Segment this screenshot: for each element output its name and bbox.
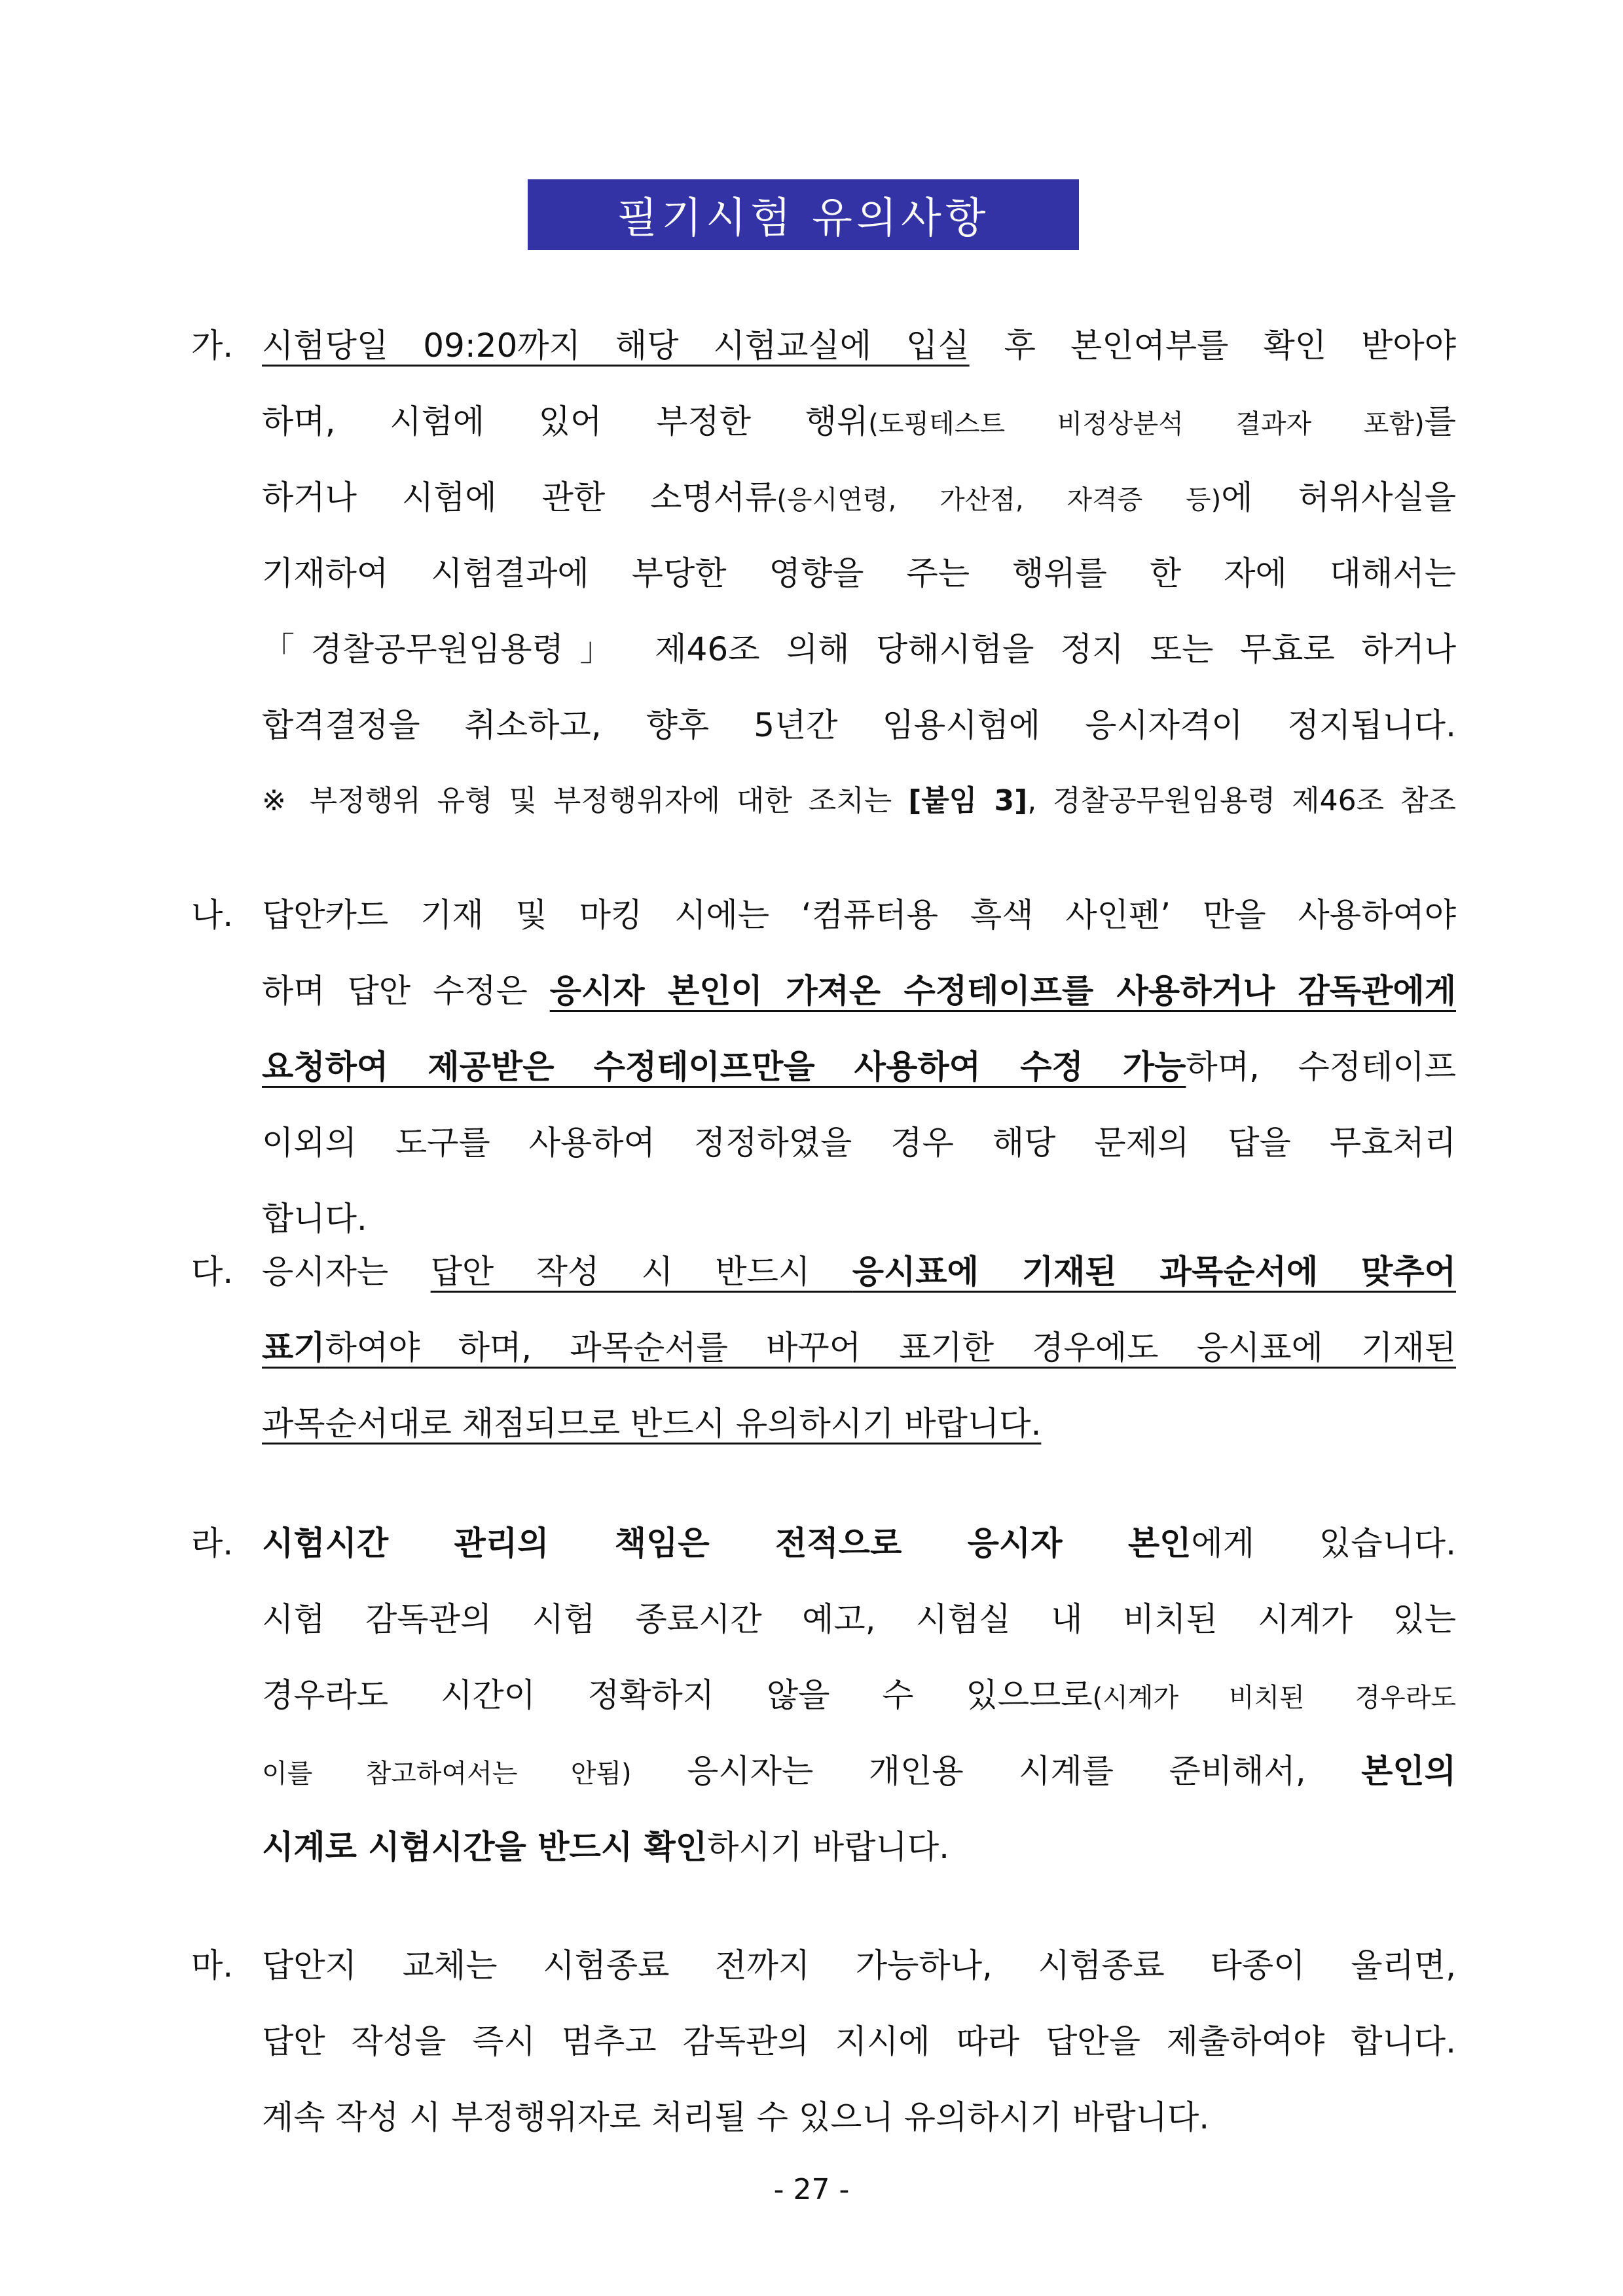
section-ra-text: 응시자는 개인용 시계를 준비해서,	[631, 1752, 1362, 1790]
subject-order-highlight: 답안 작성 시 반드시	[430, 1253, 852, 1291]
section-ga-line-5: 「경찰공무원임용령」 제46조 의해 당해시험을 정지 또는 무효로 하거나	[262, 630, 1456, 668]
section-ga	[191, 308, 1456, 839]
section-da-text: 응시자는	[262, 1253, 431, 1291]
section-ma-line-1	[191, 1928, 1456, 2003]
section-na-line-5: 합니다.	[262, 1200, 367, 1238]
section-ga-line-3	[191, 459, 1456, 535]
section-ga-text: 하며, 시험에 있어 부정한 행위	[262, 403, 869, 440]
section-da-line-1	[191, 1234, 1456, 1310]
section-na	[191, 877, 1456, 1257]
section-ga-line-1	[191, 308, 1456, 384]
section-ga-line-4: 기재하여 시험결과에 부당한 영향을 주는 행위를 한 자에 대해서는	[262, 554, 1456, 592]
section-da-line-3	[191, 1386, 1456, 1462]
subject-order-highlight-bold: 응시표에 기재된 과목순서에 맞추어	[852, 1253, 1456, 1291]
section-ra-text: 하시기 바랍니다.	[707, 1828, 950, 1866]
section-ga-text: 후 본인여부를 확인 받아야	[969, 327, 1457, 365]
subject-order-highlight: 과목순서대로 채점되므로 반드시 유의하시기 바랍니다.	[262, 1405, 1042, 1443]
section-ga-label: 가.	[191, 327, 234, 365]
section-ga-reference-note	[191, 763, 1456, 839]
own-watch-highlight: 본인의	[1361, 1752, 1457, 1790]
note-text: , 경찰공무원임용령 제46조 참조	[1027, 784, 1456, 817]
note-text: ※ 부정행위 유형 및 부정행위자에 대한 조치는	[262, 784, 909, 817]
section-ra-line-5	[191, 1809, 1456, 1885]
correction-tape-highlight: 요청하여 제공받은 수정테이프만을 사용하여 수정 가능	[262, 1048, 1186, 1086]
section-ga-text: 에 허위사실을	[1221, 478, 1457, 516]
section-ra-note: 이를 참고하여서는 안됨)	[262, 1759, 632, 1789]
section-na-text: 하며 답안 수정은	[262, 972, 550, 1010]
section-ra-label: 라.	[191, 1524, 234, 1562]
section-na-text: 답안카드 기재 및 마킹 시에는 ‘컴퓨터용 흑색 사인펜’ 만을 사용하여야	[262, 896, 1456, 934]
section-ga-text: 하거나 시험에 관한 소명서류	[262, 478, 777, 516]
section-ga-note: (응시연령, 가산점, 자격증 등)	[776, 485, 1222, 515]
section-ra-line-4	[191, 1733, 1456, 1809]
section-ma	[191, 1928, 1456, 2155]
section-ga-text: 를	[1424, 403, 1456, 440]
section-ra	[191, 1505, 1456, 1885]
section-ra-text: 경우라도 시간이 정확하지 않을 수 있으므로	[262, 1676, 1093, 1714]
section-na-label: 나.	[191, 896, 234, 934]
section-na-text: 하며, 수정테이프	[1186, 1048, 1457, 1086]
section-ga-note: (도핑테스트 비정상분석 결과자 포함)	[868, 409, 1425, 439]
section-da-line-2	[191, 1310, 1456, 1386]
section-da	[191, 1234, 1456, 1462]
correction-tape-highlight: 응시자 본인이 가져온 수정테이프를 사용하거나 감독관에게	[549, 972, 1457, 1010]
subject-order-highlight: 하여야 하며, 과목순서를 바꾸어 표기한 경우에도 응시표에 기재된	[325, 1329, 1456, 1367]
entry-time-highlight: 시험당일 09:20까지 해당 시험교실에 입실	[262, 327, 970, 365]
section-ra-note: (시계가 비치된 경우라도	[1092, 1683, 1457, 1713]
page-number: - 27 -	[773, 2173, 850, 2206]
section-ma-label: 마.	[191, 1946, 234, 1984]
own-watch-highlight: 시계로 시험시간을 반드시 확인	[262, 1828, 708, 1866]
section-na-line-3	[191, 1029, 1456, 1105]
section-na-line-1	[191, 877, 1456, 953]
section-da-label: 다.	[191, 1253, 234, 1291]
section-na-line-4: 이외의 도구를 사용하여 정정하였을 경우 해당 문제의 답을 무효처리	[262, 1124, 1456, 1162]
section-ra-line-2: 시험 감독관의 시험 종료시간 예고, 시험실 내 비치된 시계가 있는	[262, 1600, 1457, 1638]
attachment-reference: [붙임 3]	[908, 784, 1028, 817]
section-na-line-2	[191, 953, 1456, 1029]
section-ra-line-1	[191, 1505, 1456, 1581]
section-ga-line-2	[191, 384, 1456, 459]
section-ra-text: 에게 있습니다.	[1191, 1524, 1456, 1562]
time-responsibility-highlight: 시험시간 관리의 책임은 전적으로 응시자 본인	[262, 1524, 1192, 1562]
page-title: 필기시험 유의사항	[528, 179, 1079, 250]
section-ma-line-3: 계속 작성 시 부정행위자로 처리될 수 있으니 유의하시기 바랍니다.	[262, 2098, 1210, 2136]
section-ma-line-2: 답안 작성을 즉시 멈추고 감독관의 지시에 따라 답안을 제출하여야 합니다.	[262, 2022, 1456, 2060]
section-ga-line-6: 합격결정을 취소하고, 향후 5년간 임용시험에 응시자격이 정지됩니다.	[262, 706, 1456, 744]
subject-order-highlight-bold: 표기	[262, 1329, 325, 1367]
section-ma-text: 답안지 교체는 시험종료 전까지 가능하나, 시험종료 타종이 울리면,	[262, 1946, 1456, 1984]
section-ra-line-3	[191, 1657, 1456, 1733]
